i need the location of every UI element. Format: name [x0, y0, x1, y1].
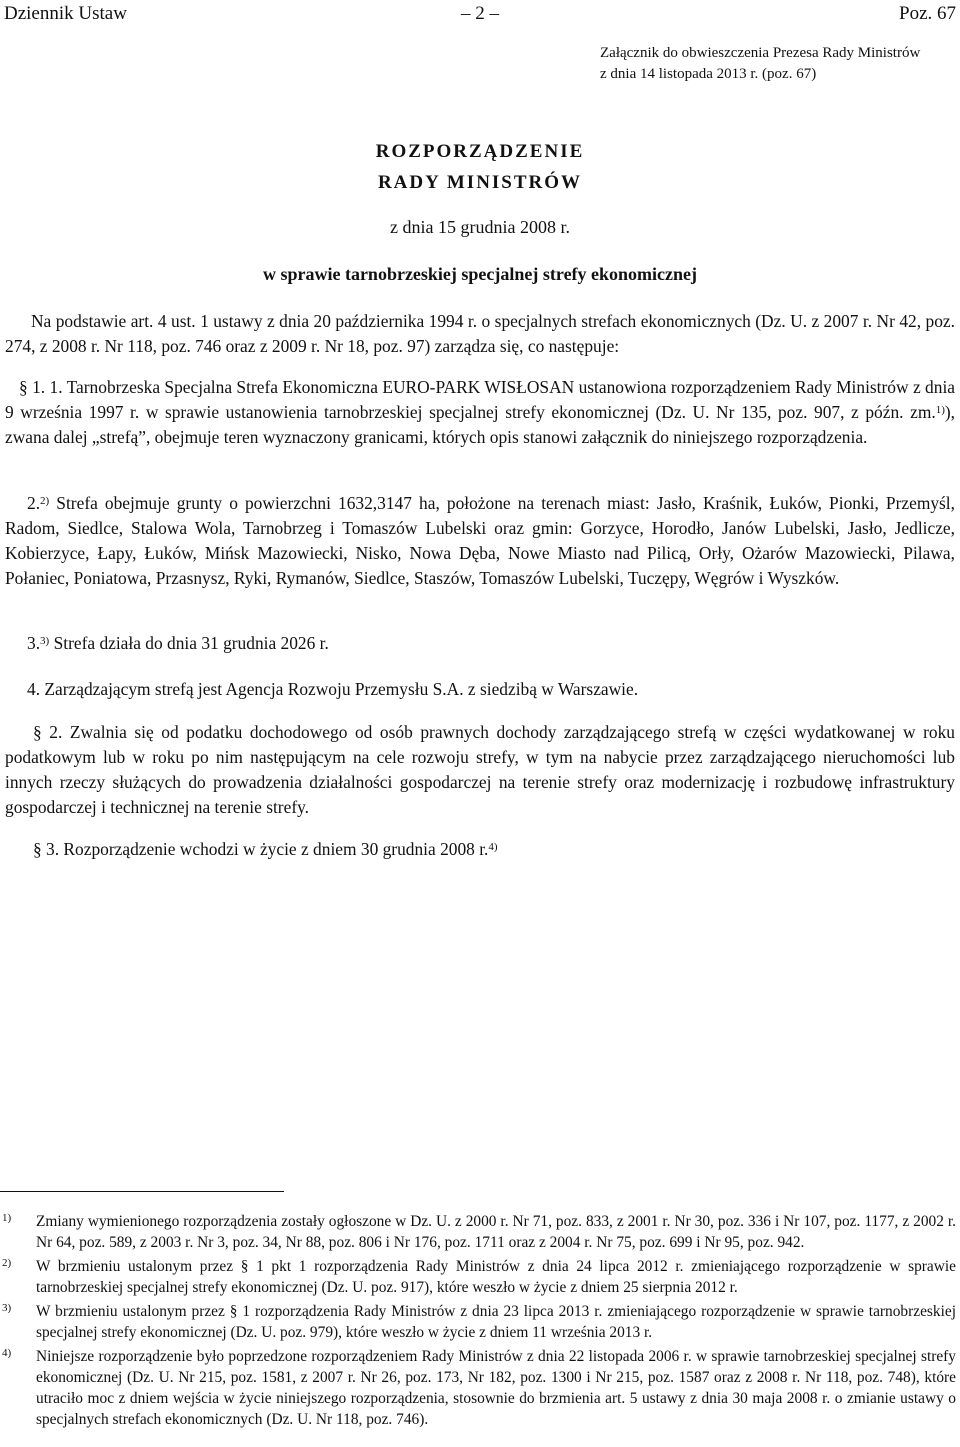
section-2-paragraph: § 2. Zwalnia się od podatku dochodowego od osób prawnych dochody zarządzającego strefą w części wydatkowanej w roku podatkowym lub w roku po nim następującym na cele rozwoju strefy, w tym na nabycie przez zarządzającego nieruchomości lub innych rzeczy służących do prowadzenia działalności gospodarczej na terenie strefy oraz modernizację i rozbudowę infrastruktury gospodarczej i technicznej na terenie strefy. — [5, 722, 955, 817]
p3-text: Strefa działa do dnia 31 grudnia 2026 r. — [49, 633, 329, 653]
footnote-text: W brzmieniu ustalonym przez § 1 rozporządzenia Rady Ministrów z dnia 23 lipca 2013 r. zmieniającego rozporządzenie w sprawie tarnobrzeskiej specjalnej strefy ekonomicznej (Dz. U. poz. 979), które weszło w życie z dniem 11 września 2013 r. — [36, 1303, 956, 1341]
footnote-text: Zmiany wymienionego rozporządzenia zostały ogłoszone w Dz. U. z 2000 r. Nr 71, poz. 833, z 2001 r. Nr 30, poz. 336 i Nr 107, poz. 1177, z 2002 r. Nr 64, poz. 589, z 2003 r. Nr 3, poz. 34, Nr 88, poz. 806 i Nr 176, poz. 1711 oraz z 2004 r. Nr 75, poz. 699 i Nr 95, poz. 942. — [36, 1213, 956, 1251]
footnote-text: Niniejsze rozporządzenie było poprzedzone rozporządzeniem Rady Ministrów z dnia 22 listopada 2006 r. w sprawie tarnobrzeskiej specjalnej strefy ekonomicznej (Dz. U. Nr 215, poz. 1581, z 2007 r. Nr 26, poz. 173, Nr 182, poz. 1300 i Nr 215, poz. 1587 oraz z 2008 r. Nr 118, poz. 748), które utraciło moc z dniem wejścia w życie niniejszego rozporządzenia, stosownie do brzmienia art. 5 ustawy z dnia 30 maja 2008 r. o zmianie ustawy o specjalnych strefach ekonomicznych (Dz. U. Nr 118, poz. 746). — [36, 1348, 956, 1428]
p1-text-end: ), zwana dalej „strefą”, obejmuje teren wyznaczony granicami, których opis stanowi załącznik do niniejszego rozporządzenia. — [5, 402, 955, 447]
footnote-mark: 2) — [2, 1257, 12, 1269]
section-1-item-3 — [5, 631, 955, 656]
p2-number: 2. — [27, 493, 41, 513]
footnote-text: W brzmieniu ustalonym przez § 1 pkt 1 rozporządzenia Rady Ministrów z dnia 24 lipca 2012 r. zmieniającego rozporządzenie w sprawie tarnobrzeskiej specjalnej strefy ekonomicznej (Dz. U. poz. 917), które weszło w życie z dniem 25 sierpnia 2012 r. — [36, 1258, 956, 1296]
page-number: – 2 – — [461, 3, 499, 24]
footnote-mark: 3) — [2, 1302, 12, 1314]
footnote-divider — [0, 1191, 284, 1192]
p1-text-start: § 1. 1. Tarnobrzeska Specjalna Strefa Ekonomiczna EURO-PARK WISŁOSAN ustanowiona rozporządzeniem Rady Ministrów z dnia 9 września 1997 r. w sprawie ustanowienia tarnobrzeskiej specjalnej strefy ekonomicznej (Dz. U. Nr 135, poz. 907, z późn. zm. — [5, 377, 955, 422]
section-1-paragraph — [5, 375, 955, 450]
footnote-ref-2: 2) — [40, 495, 50, 507]
document-issuer: RADY MINISTRÓW — [377, 172, 583, 193]
annex-line-2: z dnia 14 listopada 2013 r. (poz. 67) — [600, 66, 817, 82]
p6-text: § 3. Rozporządzenie wchodzi w życie z dniem 30 grudnia 2008 r. — [33, 839, 489, 859]
position-number: Poz. 67 — [899, 3, 956, 24]
annex-note — [600, 43, 956, 85]
footnote-ref-3: 3) — [40, 635, 50, 647]
p2-text: Strefa obejmuje grunty o powierzchni 1632,3147 ha, położone na terenach miast: Jasło, Kraśnik, Łuków, Pionki, Przemyśl, Radom, Siedlce, Stalowa Wola, Tarnobrzeg i Tomaszów Lubelski oraz gmin: Gorzyce, Horodło, Janów Lubelski, Jasło, Jedlicze, Kobierzyce, Łapy, Łuków, Mińsk Mazowiecki, Nisko, Nowa Dęba, Nowe Miasto nad Pilicą, Orły, Ożarów Mazowiecki, Pilawa, Połaniec, Poniatowa, Przasnysz, Ryki, Rymanów, Siedlce, Staszów, Tomaszów Lubelski, Tuczępy, Węgrów i Wyszków. — [5, 493, 955, 588]
document-subject: w sprawie tarnobrzeskiej specjalnej strefy ekonomicznej — [262, 264, 698, 284]
intro-paragraph: Na podstawie art. 4 ust. 1 ustawy z dnia 20 października 1994 r. o specjalnych strefach ekonomicznych (Dz. U. z 2007 r. Nr 42, poz. 274, z 2008 r. Nr 118, poz. 746 oraz z 2009 r. Nr 18, poz. 97) zarządza się, co następuje: — [5, 311, 955, 356]
footnote-item — [0, 1211, 956, 1253]
footnote-mark: 4) — [2, 1347, 12, 1359]
section-3-paragraph — [5, 837, 955, 862]
footnote-ref-1: 1) — [935, 404, 945, 416]
journal-name: Dziennik Ustaw — [4, 3, 127, 24]
footnotes — [0, 1211, 960, 1433]
footnote-item — [0, 1256, 956, 1298]
footnote-item — [0, 1301, 956, 1343]
page-header — [4, 2, 956, 28]
footnote-item — [0, 1346, 956, 1430]
footnote-ref-4: 4) — [488, 841, 498, 853]
document-date: z dnia 15 grudnia 2008 r. — [390, 217, 570, 237]
annex-line-1: Załącznik do obwieszczenia Prezesa Rady Ministrów — [600, 45, 921, 61]
p3-number: 3. — [27, 633, 41, 653]
document-title: ROZPORZĄDZENIE — [375, 141, 585, 162]
section-1-item-4: 4. Zarządzającym strefą jest Agencja Rozwoju Przemysłu S.A. z siedzibą w Warszawie. — [27, 679, 639, 699]
footnote-mark: 1) — [2, 1212, 12, 1224]
section-1-item-2 — [5, 491, 955, 591]
